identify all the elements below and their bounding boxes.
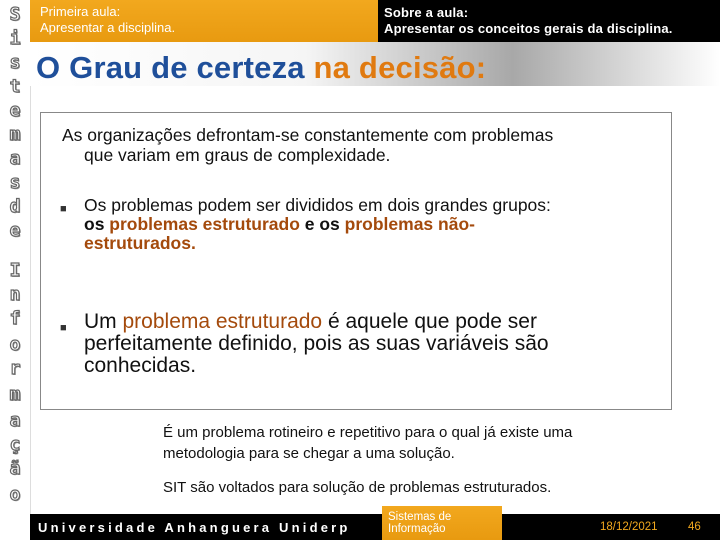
sidebar-letter: t — [9, 76, 21, 97]
header-about-text: Apresentar os conceitos gerais da disciplina. — [384, 21, 673, 36]
footer-course: Sistemas de Informação — [382, 506, 502, 540]
slide-title-main: O Grau de certeza — [36, 50, 314, 85]
footer-page-number: 46 — [688, 521, 701, 533]
note-routine-problem — [163, 422, 683, 464]
sidebar-letter: I — [9, 260, 21, 281]
bullet1-line2 — [84, 215, 654, 234]
footer-date: 18/12/2021 — [600, 521, 658, 533]
header-lesson-info — [30, 0, 378, 42]
bullet1-line3: estruturados. — [84, 233, 196, 253]
bullet2-line2: perfeitamente definido, pois as suas variáveis são — [84, 332, 549, 355]
sidebar-letter: d — [9, 196, 21, 217]
bullet-icon: ■ — [60, 322, 67, 334]
note-sit: SIT são voltados para solução de problemas estruturados. — [163, 479, 552, 496]
sidebar-letter: ã — [9, 458, 21, 479]
sidebar-letter: a — [9, 148, 21, 169]
bullet1-text: os — [84, 214, 110, 234]
bullet2-line1 — [84, 311, 654, 333]
sidebar-letter: e — [9, 220, 21, 241]
sidebar-letter: e — [9, 100, 21, 121]
sidebar-letter: m — [9, 384, 21, 405]
bullet1-emphasis: problemas estruturado — [109, 214, 300, 234]
bullet1-text: e os — [299, 214, 345, 234]
header-lesson-label: Primeira aula: — [40, 4, 121, 19]
sidebar-letter: o — [9, 484, 21, 505]
header-lesson-text: Apresentar a disciplina. — [40, 20, 176, 35]
sidebar-letter: ç — [9, 434, 21, 455]
note1-line2: metodologia para se chegar a uma solução. — [163, 445, 455, 462]
footer-university: Universidade Anhanguera Uniderp — [38, 520, 351, 535]
intro-paragraph — [62, 125, 652, 165]
header-about-label: Sobre a aula: — [384, 5, 469, 20]
bullet1-line1: Os problemas podem ser divididos em dois grandes grupos: — [84, 195, 551, 215]
bullet-icon: ■ — [60, 203, 67, 215]
sidebar-letter: r — [9, 358, 21, 379]
note1-line1: É um problema rotineiro e repetitivo para o qual já existe uma — [163, 424, 573, 441]
bullet2-line3: conhecidas. — [84, 354, 197, 377]
sidebar-letter: f — [9, 308, 21, 329]
intro-line-1: As organizações defrontam-se constantemente com problemas — [62, 125, 554, 145]
slide-title — [36, 50, 486, 86]
sidebar-letter: a — [9, 410, 21, 431]
header-about-info — [378, 0, 720, 42]
slide-title-highlight: na decisão: — [313, 50, 487, 85]
sidebar-vertical-title — [0, 0, 31, 540]
bullet2-emphasis: problema estruturado — [122, 310, 323, 333]
sidebar-letter: S — [9, 4, 21, 25]
bullet2-text: Um — [84, 310, 123, 333]
bullet2-text: é aquele que pode ser — [322, 310, 537, 333]
sidebar-letter: o — [9, 334, 21, 355]
sidebar-letter: s — [9, 52, 21, 73]
sidebar-letter: n — [9, 284, 21, 305]
intro-line-2: que variam em graus de complexidade. — [84, 145, 391, 165]
bullet1-emphasis: problemas não- — [344, 214, 475, 234]
sidebar-letter: i — [9, 28, 21, 49]
footer — [30, 511, 720, 540]
sidebar-letter: s — [9, 172, 21, 193]
sidebar-letter: m — [9, 124, 21, 145]
